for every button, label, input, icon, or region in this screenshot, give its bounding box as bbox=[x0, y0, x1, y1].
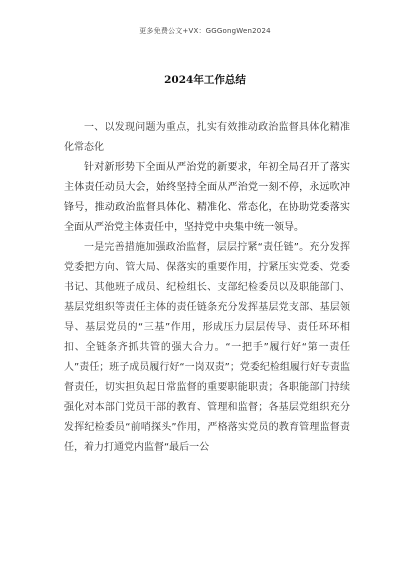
section-heading: 一、以发现问题为重点，扎实有效推动政治监督具体化精准化常态化 bbox=[64, 122, 350, 153]
document-title: 2024年工作总结 bbox=[164, 74, 246, 86]
header-note: 更多免费公文+VX：GGGongWen2024 bbox=[139, 27, 271, 35]
document-body bbox=[64, 118, 350, 458]
sub-paragraph: 一是完善措施加强政治监督，层层拧紧“责任链”。充分发挥党委把方向、管大局、保落实的重要作用，拧紧压实党委、党委书记、其他班子成员、纪检组长、支部纪检委员以及职能部门、基层党组织等责任主体的责任链条充分发挥基层党支部、基层领导、基层党员的“三基”作用，形成压力层层传导、责任环环相扣、全链条齐抓共管的强大合力。“一把手”履行好“第一责任人”责任；班子成员履行好“一岗双责”；党委纪检组履行好专责监督责任，切实担负起日常监督的重要职能职责；各职能部门持续强化对本部门党员干部的教育、管理和监督；各基层党组织充分发挥纪检委员“前哨探头”作用，严格落实党员的教育管理监督责任，着力打通党内监督“最后一公 bbox=[64, 242, 350, 453]
body-paragraph: 针对新形势下全面从严治党的新要求，年初全局召开了落实主体责任动员大会，始终坚持全面从严治党一刻不停，永远吹冲锋号，推动政治监督具体化、精准化、常态化，在协助党委落实全面从严治党主体责任中，坚持党中央集中统一领导。 bbox=[64, 162, 350, 233]
